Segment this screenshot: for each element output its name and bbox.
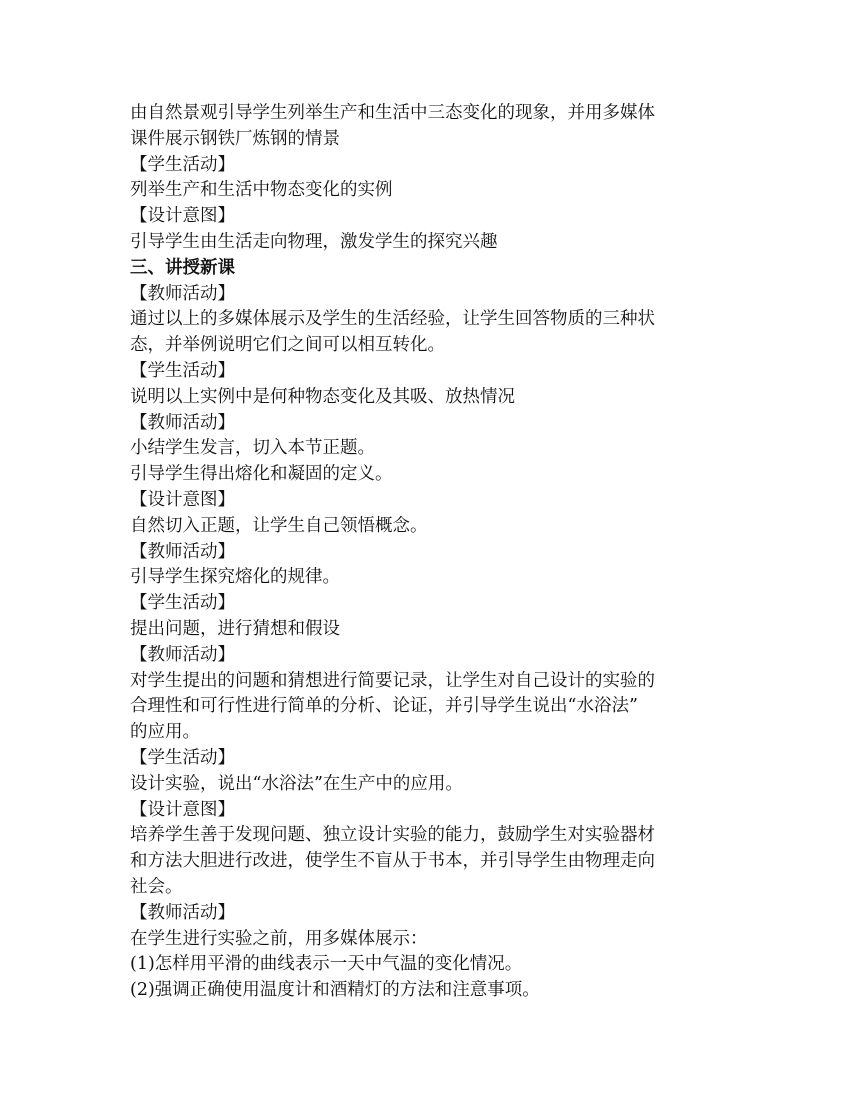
section-label: 【学生活动】 (130, 154, 235, 175)
paragraph-line: 通过以上的多媒体展示及学生的生活经验，让学生回答物质的三种状 (130, 309, 655, 330)
paragraph-line: 和方法大胆进行改进，使学生不盲从于书本，并引导学生由物理走向 (130, 851, 655, 872)
document-body (130, 101, 730, 1004)
paragraph-line: 的应用。 (130, 722, 200, 743)
section-label: 【学生活动】 (130, 593, 235, 614)
paragraph-line: 小结学生发言，切入本节正题。 (130, 438, 375, 459)
section-label: 【教师活动】 (130, 644, 235, 665)
paragraph-line: (1)怎样用平滑的曲线表示一天中气温的变化情况。 (130, 954, 523, 975)
section-label: 【学生活动】 (130, 360, 235, 381)
paragraph-line: 自然切入正题，让学生自己领悟概念。 (130, 515, 428, 536)
paragraph-line: 在学生进行实验之前，用多媒体展示： (130, 928, 428, 949)
paragraph-line: 说明以上实例中是何种物态变化及其吸、放热情况 (130, 386, 515, 407)
paragraph-line: 引导学生由生活走向物理，激发学生的探究兴趣 (130, 231, 498, 252)
section-label: 【设计意图】 (130, 489, 235, 510)
paragraph-line: 课件展示钢铁厂炼钢的情景 (130, 128, 340, 149)
paragraph-line: 提出问题，进行猜想和假设 (130, 618, 340, 639)
section-label: 【教师活动】 (130, 412, 235, 433)
section-label: 【教师活动】 (130, 902, 235, 923)
paragraph-line: 社会。 (130, 876, 183, 897)
paragraph-line: (2)强调正确使用温度计和酒精灯的方法和注意事项。 (130, 980, 540, 1001)
section-label: 【教师活动】 (130, 283, 235, 304)
paragraph-line: 合理性和可行性进行简单的分析、论证，并引导学生说出“水浴法” (130, 696, 638, 717)
paragraph-line: 培养学生善于发现问题、独立设计实验的能力，鼓励学生对实验器材 (130, 825, 655, 846)
paragraph-line: 由自然景观引导学生列举生产和生活中三态变化的现象，并用多媒体 (130, 103, 655, 123)
section-label: 【教师活动】 (130, 541, 235, 562)
section-label: 【学生活动】 (130, 747, 235, 768)
paragraph-line: 设计实验，说出“水浴法”在生产中的应用。 (130, 773, 463, 794)
paragraph-line: 引导学生探究熔化的规律。 (130, 567, 340, 588)
section-heading: 三、讲授新课 (130, 257, 235, 278)
paragraph-line: 列举生产和生活中物态变化的实例 (130, 180, 393, 201)
section-label: 【设计意图】 (130, 206, 235, 227)
paragraph-line: 态，并举例说明它们之间可以相互转化。 (130, 335, 445, 356)
section-label: 【设计意图】 (130, 799, 235, 820)
paragraph-line: 引导学生得出熔化和凝固的定义。 (130, 464, 393, 485)
paragraph-line: 对学生提出的问题和猜想进行简要记录，让学生对自己设计的实验的 (130, 670, 655, 691)
